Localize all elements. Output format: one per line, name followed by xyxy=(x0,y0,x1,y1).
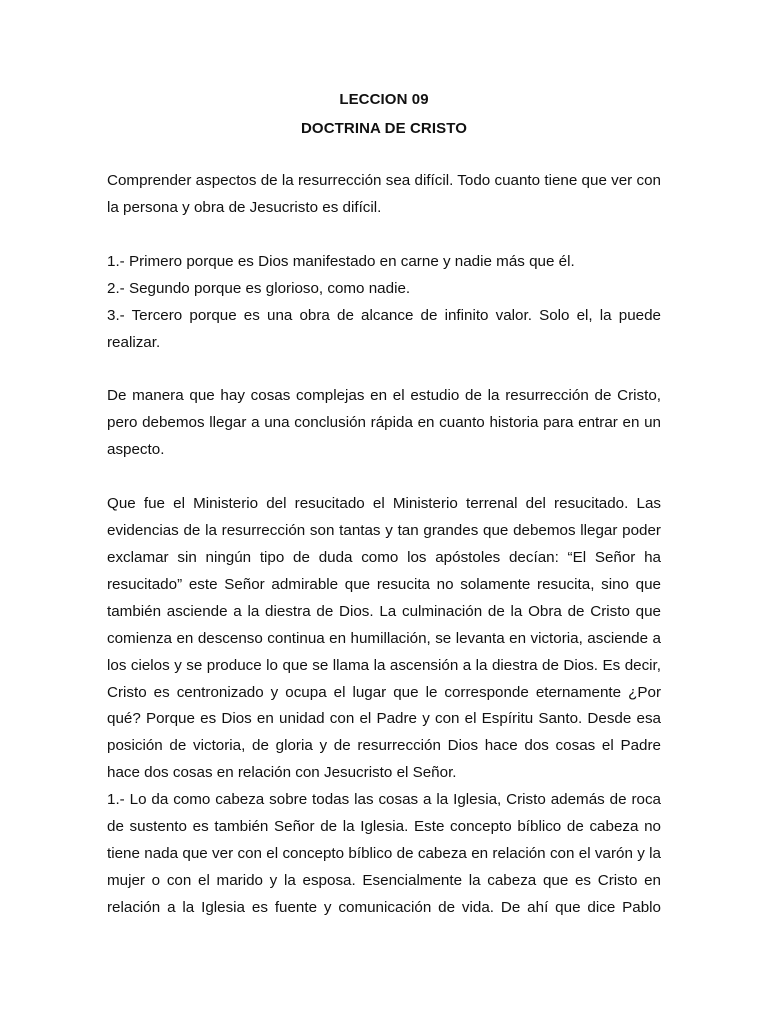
list-item-point-1: 1.- Primero porque es Dios manifestado en carne y nadie más que él. xyxy=(107,252,575,270)
lesson-title-heading: DOCTRINA DE CRISTO xyxy=(301,120,467,137)
list-item-point-2: 2.- Segundo porque es glorioso, como nadie. xyxy=(107,279,411,297)
paragraph-spacer xyxy=(107,222,661,249)
paragraph-spacer xyxy=(107,356,661,383)
lesson-number-heading: LECCION 09 xyxy=(339,91,429,108)
intro-paragraph: Comprender aspectos de la resurrección sea difícil. Todo cuanto tiene que ver con la persona y obra de Jesucristo es difícil. xyxy=(107,172,661,216)
list-item-point-3: 3.- Tercero porque es una obra de alcance de infinito valor. Solo el, la puede realizar. xyxy=(107,306,661,351)
document-body xyxy=(107,168,661,922)
ministry-paragraph: Que fue el Ministerio del resucitado el Ministerio terrenal del resucitado. Las evidencias de la resurrección son tantas y tan grandes que debemos llegar poder exclamar sin ningún tipo de duda como los apóstoles decían: “El Señor ha resucitado” este Señor admirable que resucita no solamente resucita, sino que también asciende a la diestra de Dios. La culminación de la Obra de Cristo que comienza en descenso continua en humillación, se levanta en victoria, asciende a los cielos y se produce lo que se llama la ascensión a la diestra de Dios. Es decir, Cristo es centronizado y ocupa el lugar que le corresponde eternamente ¿Por qué? Porque es Dios en unidad con el Padre y con el Espíritu Santo. Desde esa posición de victoria, de gloria y de resurrección Dios hace dos cosas el Padre hace dos cosas en relación con Jesucristo el Señor. xyxy=(107,495,661,782)
paragraph-spacer xyxy=(107,464,661,491)
list-item-head-of-church: 1.- Lo da como cabeza sobre todas las cosas a la Iglesia, Cristo además de roca de sustento es también Señor de la Iglesia. Este concepto bíblico de cabeza no tiene nada que ver con el concepto bíblico de cabeza en relación con el varón y la mujer o con el marido y la esposa. Esencialmente la cabeza que es Cristo en relación a la Iglesia es fuente y comunicación de vida. De ahí que dice Pablo xyxy=(107,791,661,916)
complexity-paragraph: De manera que hay cosas complejas en el estudio de la resurrección de Cristo, pero debemos llegar a una conclusión rápida en cuanto historia para entrar en un aspecto. xyxy=(107,387,661,459)
